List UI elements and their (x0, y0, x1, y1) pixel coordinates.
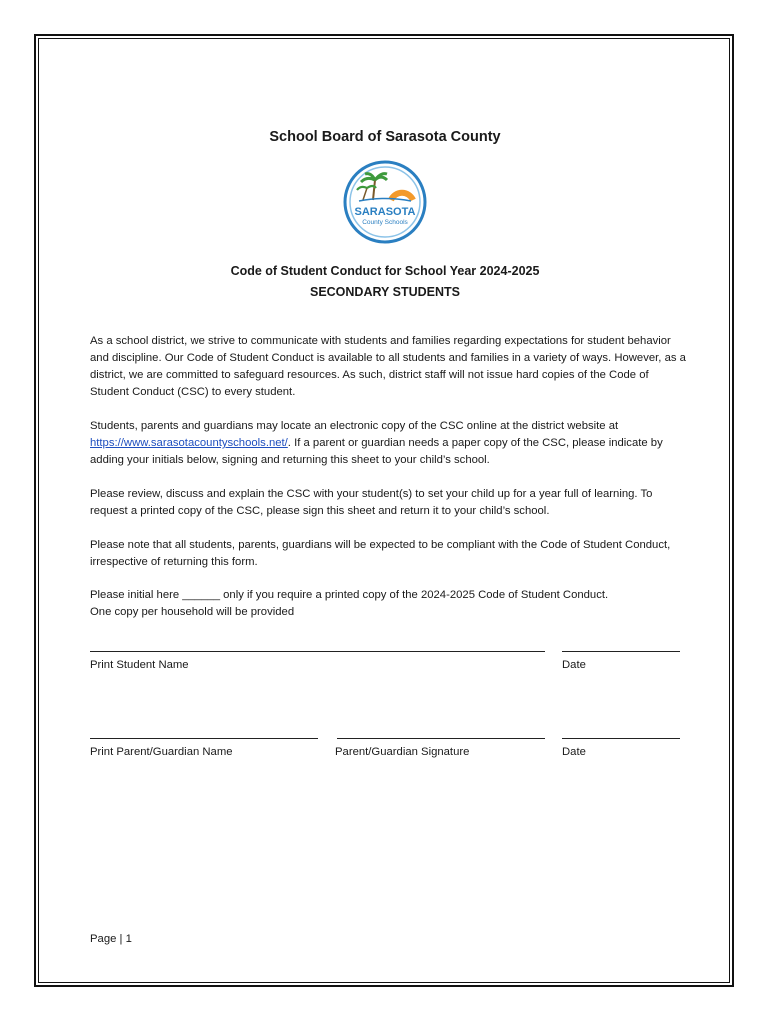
initial-request-paragraph (90, 587, 690, 621)
page-title: School Board of Sarasota County (269, 129, 501, 145)
parent-date-line[interactable] (562, 738, 680, 739)
p2-text-before: Students, parents and guardians may locate an electronic copy of the CSC online at the district website at (90, 420, 619, 432)
parent-signature-line[interactable] (337, 738, 545, 739)
household-note: One copy per household will be provided (90, 606, 295, 618)
electronic-copy-paragraph (90, 418, 690, 469)
school-district-logo (343, 160, 427, 244)
student-date-line[interactable] (562, 651, 680, 652)
initial-request-line: Please initial here ______ only if you require a printed copy of the 2024-2025 Code of Student Conduct. (90, 589, 609, 601)
compliance-paragraph: Please note that all students, parents, guardians will be expected to be compliant with the Code of Student Conduct, irrespective of returning this form. (90, 539, 671, 568)
audience-heading: SECONDARY STUDENTS (309, 285, 461, 299)
student-name-label: Print Student Name (90, 659, 189, 671)
intro-paragraph: As a school district, we strive to communicate with students and families regarding expectations for student behavior and discipline. Our Code of Student Conduct is available to all students and families in a variety of ways. However, as a district, we are committed to safeguard resources. As such, district staff will not issue hard copies of the Code of Student Conduct (CSC) to every student. (90, 335, 686, 398)
district-website-link[interactable]: https://www.sarasotacountyschools.net/ (90, 437, 288, 449)
student-date-label: Date (562, 659, 586, 671)
p2-text-after: . If a parent or guardian needs a paper copy of the CSC, please indicate by adding your initials below, signing and returning this sheet to your child’s school. (90, 437, 663, 466)
page-number: Page | 1 (90, 933, 132, 945)
review-paragraph: Please review, discuss and explain the CSC with your student(s) to set your child up for a year full of learning. To request a printed copy of the CSC, please sign this sheet and return it to your child’s school. (90, 488, 653, 517)
student-name-line[interactable] (90, 651, 545, 652)
logo-text-main: SARASOTA (354, 206, 416, 218)
parent-signature-label: Parent/Guardian Signature (335, 746, 470, 758)
logo-text-sub: County Schools (362, 219, 408, 226)
document-subtitle: Code of Student Conduct for School Year 2024-2025 (230, 264, 540, 278)
parent-name-label: Print Parent/Guardian Name (90, 746, 233, 758)
parent-date-label: Date (562, 746, 586, 758)
parent-name-line[interactable] (90, 738, 318, 739)
